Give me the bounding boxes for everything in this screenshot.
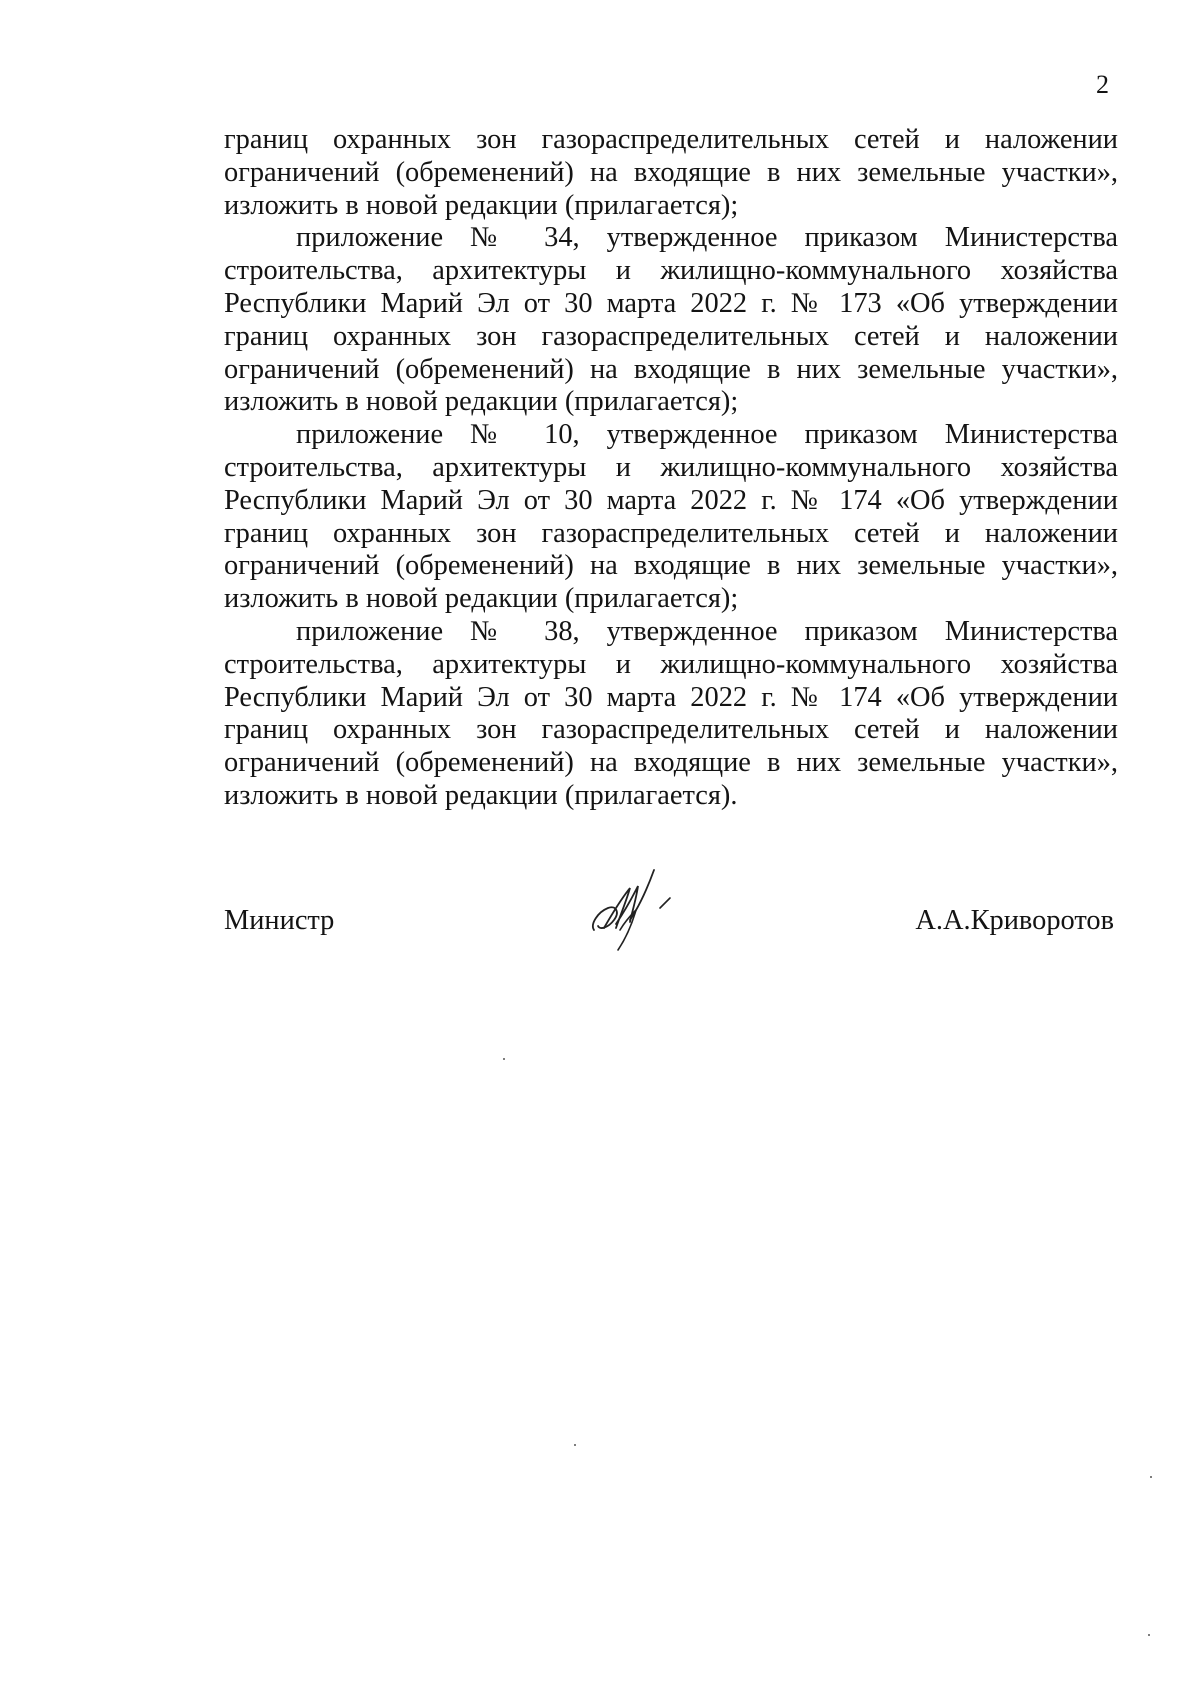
scan-speck [1148,1634,1150,1636]
handwritten-signature [586,868,686,958]
paragraph-appendix-10: приложение № 10, утвержденное приказом Министерства строительства, архитектуры и жилищно-коммунального хозяйства Республики Марий Эл от 30 марта 2022 г. № 174 «Об утверждении границ охранных зон газораспределительных сетей и наложении ограничений (обременений) на входящие в них земельные участки», изложить в новой редакции (прилагается); [224,419,1118,615]
signatory-title: Министр [224,905,335,936]
scan-speck [503,1058,505,1060]
document-body [224,124,1118,813]
page-number: 2 [1096,70,1109,99]
scan-speck [1150,1476,1152,1478]
signatory-name: А.А.Криворотов [915,905,1114,936]
scan-speck [574,1444,576,1446]
paragraph-appendix-38: приложение № 38, утвержденное приказом Министерства строительства, архитектуры и жилищно-коммунального хозяйства Республики Марий Эл от 30 марта 2022 г. № 174 «Об утверждении границ охранных зон газораспределительных сетей и наложении ограничений (обременений) на входящие в них земельные участки», изложить в новой редакции (прилагается). [224,615,1118,811]
paragraph-continuation: границ охранных зон газораспределительных сетей и наложении ограничений (обременений) на входящие в них земельные участки», изложить в новой редакции (прилагается); [224,124,1118,221]
paragraph-appendix-34: приложение № 34, утвержденное приказом Министерства строительства, архитектуры и жилищно-коммунального хозяйства Республики Марий Эл от 30 марта 2022 г. № 173 «Об утверждении границ охранных зон газораспределительных сетей и наложении ограничений (обременений) на входящие в них земельные участки», изложить в новой редакции (прилагается); [224,222,1118,418]
